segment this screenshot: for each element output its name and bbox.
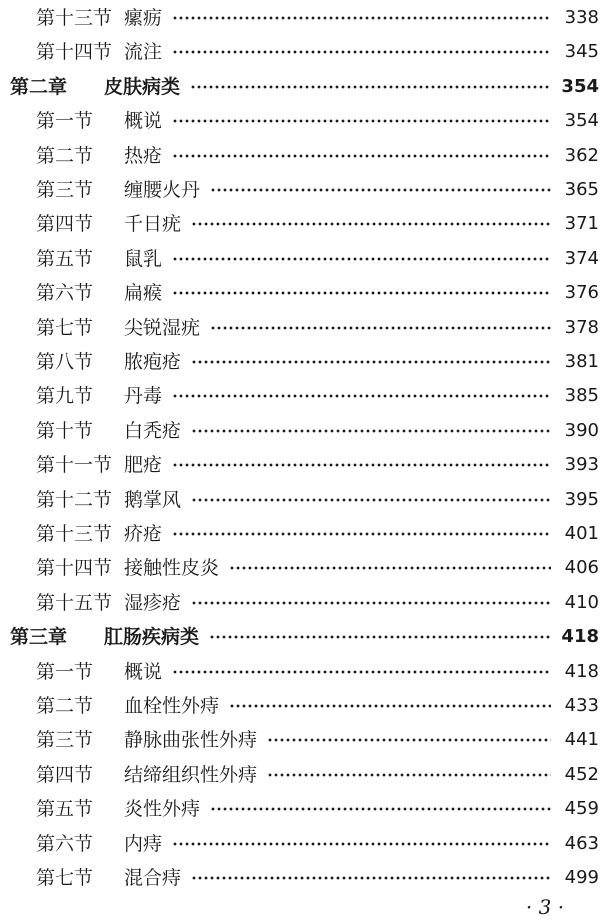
section-number: 第六节 xyxy=(36,832,94,855)
dot-leader xyxy=(267,773,551,777)
section-title: 鹅掌风 xyxy=(124,488,182,511)
page-reference: 452 xyxy=(564,763,599,785)
page-reference: 418 xyxy=(564,660,599,682)
section-number: 第二节 xyxy=(36,695,94,717)
dot-leader xyxy=(210,326,551,330)
chapter-number: 第二章 xyxy=(10,75,68,98)
page-reference: 433 xyxy=(564,695,599,716)
section-title: 缠腰火丹 xyxy=(124,179,201,201)
dot-leader xyxy=(172,257,551,261)
section-number: 第七节 xyxy=(36,316,94,339)
section-title: 混合痔 xyxy=(124,867,182,889)
chapter-title: 肛肠疾病类 xyxy=(104,626,200,649)
section-number: 第四节 xyxy=(36,763,94,786)
toc-chapter-row xyxy=(10,72,599,102)
dot-leader xyxy=(210,188,551,192)
dot-leader xyxy=(191,429,551,433)
section-title: 丹毒 xyxy=(124,385,163,408)
toc-section-row xyxy=(36,175,599,205)
chapter-title: 皮肤病类 xyxy=(104,75,181,98)
chapter-number: 第三章 xyxy=(10,626,68,649)
dot-leader xyxy=(191,601,551,605)
section-number: 第十节 xyxy=(36,419,94,442)
page-reference: 378 xyxy=(564,316,599,338)
toc-section-row xyxy=(36,725,599,755)
section-number: 第五节 xyxy=(36,247,94,270)
page-reference: 381 xyxy=(564,351,599,372)
section-number: 第十四节 xyxy=(36,41,113,64)
page-reference: 406 xyxy=(564,557,599,579)
toc-section-row xyxy=(36,141,599,171)
section-title: 肥疮 xyxy=(124,454,163,477)
section-number: 第八节 xyxy=(36,351,94,373)
dot-leader xyxy=(210,807,551,811)
section-number: 第九节 xyxy=(36,385,94,408)
section-title: 流注 xyxy=(124,41,163,64)
page-reference: 393 xyxy=(564,454,599,476)
toc-section-row xyxy=(36,691,599,721)
dot-leader xyxy=(191,360,551,364)
section-number: 第十一节 xyxy=(36,454,113,477)
page-reference: 354 xyxy=(561,75,599,97)
section-number: 第十三节 xyxy=(36,7,113,29)
section-number: 第二节 xyxy=(36,144,94,167)
dot-leader xyxy=(172,394,551,398)
page-reference: 463 xyxy=(564,832,599,854)
toc-section-row xyxy=(36,657,599,687)
toc-section-row xyxy=(36,485,599,515)
dot-leader xyxy=(172,16,551,20)
section-title: 结缔组织性外痔 xyxy=(124,763,258,786)
dot-leader xyxy=(191,222,551,226)
section-title: 炎性外痔 xyxy=(124,798,201,821)
section-number: 第一节 xyxy=(36,660,94,683)
toc-section-row xyxy=(36,863,599,893)
toc-section-row xyxy=(36,313,599,343)
toc-chapter-row xyxy=(10,622,599,652)
dot-leader xyxy=(172,50,551,54)
section-number: 第十五节 xyxy=(36,591,113,614)
page-reference: 401 xyxy=(564,523,599,544)
page-reference: 395 xyxy=(564,488,599,510)
dot-leader xyxy=(191,876,551,880)
dot-leader xyxy=(229,566,551,570)
page-reference: 362 xyxy=(564,144,599,166)
section-number: 第四节 xyxy=(36,213,94,236)
section-number: 第十三节 xyxy=(36,523,113,545)
toc-section-row xyxy=(36,106,599,136)
section-number: 第三节 xyxy=(36,729,94,752)
section-title: 静脉曲张性外痔 xyxy=(124,729,258,752)
dot-leader xyxy=(172,119,551,123)
toc-section-row xyxy=(36,416,599,446)
dot-leader xyxy=(190,85,551,89)
toc-section-row xyxy=(36,553,599,583)
dot-leader xyxy=(209,635,551,639)
dot-leader xyxy=(191,498,551,502)
section-number: 第五节 xyxy=(36,798,94,821)
section-title: 扁瘊 xyxy=(124,282,163,305)
toc-section-row xyxy=(36,37,599,67)
dot-leader xyxy=(172,842,551,846)
toc-section-row xyxy=(36,794,599,824)
section-title: 疥疮 xyxy=(124,523,163,545)
toc-section-row xyxy=(36,760,599,790)
page-reference: 345 xyxy=(564,41,599,63)
page-reference: 365 xyxy=(564,179,599,200)
toc-section-row xyxy=(36,3,599,33)
section-title: 湿疹疮 xyxy=(124,591,182,614)
page-reference: 390 xyxy=(564,419,599,441)
section-title: 内痔 xyxy=(124,832,163,855)
section-number: 第十四节 xyxy=(36,557,113,580)
dot-leader xyxy=(172,291,551,295)
dot-leader xyxy=(172,463,551,467)
section-title: 概说 xyxy=(124,110,163,133)
section-title: 脓疱疮 xyxy=(124,351,182,373)
section-number: 第一节 xyxy=(36,110,94,133)
dot-leader xyxy=(172,670,551,674)
page-number: · 3 · xyxy=(525,895,565,919)
page-reference: 499 xyxy=(564,867,599,888)
section-title: 白秃疮 xyxy=(124,419,182,442)
dot-leader xyxy=(172,532,551,536)
section-title: 热疮 xyxy=(124,144,163,167)
page-reference: 338 xyxy=(564,7,599,28)
section-number: 第十二节 xyxy=(36,488,113,511)
toc-section-row xyxy=(36,588,599,618)
section-title: 接触性皮炎 xyxy=(124,557,220,580)
section-number: 第三节 xyxy=(36,179,94,201)
section-title: 血栓性外痔 xyxy=(124,695,220,717)
page-reference: 385 xyxy=(564,385,599,407)
toc-section-row xyxy=(36,209,599,239)
page-reference: 354 xyxy=(564,110,599,132)
dot-leader xyxy=(172,154,551,158)
page-reference: 410 xyxy=(564,591,599,613)
page-reference: 371 xyxy=(564,213,599,235)
section-title: 鼠乳 xyxy=(124,247,163,270)
section-title: 尖锐湿疣 xyxy=(124,316,201,339)
toc-section-row xyxy=(36,278,599,308)
section-title: 瘰疬 xyxy=(124,7,163,29)
page-reference: 441 xyxy=(564,729,599,751)
dot-leader xyxy=(267,738,551,742)
page-reference: 374 xyxy=(564,247,599,269)
toc-section-row xyxy=(36,519,599,549)
page-reference: 459 xyxy=(564,798,599,820)
dot-leader xyxy=(229,704,551,708)
page-reference: 376 xyxy=(564,282,599,304)
section-number: 第七节 xyxy=(36,867,94,889)
toc-section-row xyxy=(36,381,599,411)
section-number: 第六节 xyxy=(36,282,94,305)
section-title: 概说 xyxy=(124,660,163,683)
toc-section-row xyxy=(36,347,599,377)
toc-section-row xyxy=(36,244,599,274)
toc-section-row xyxy=(36,450,599,480)
page-reference: 418 xyxy=(561,626,599,648)
section-title: 千日疣 xyxy=(124,213,182,236)
toc-section-row xyxy=(36,829,599,859)
